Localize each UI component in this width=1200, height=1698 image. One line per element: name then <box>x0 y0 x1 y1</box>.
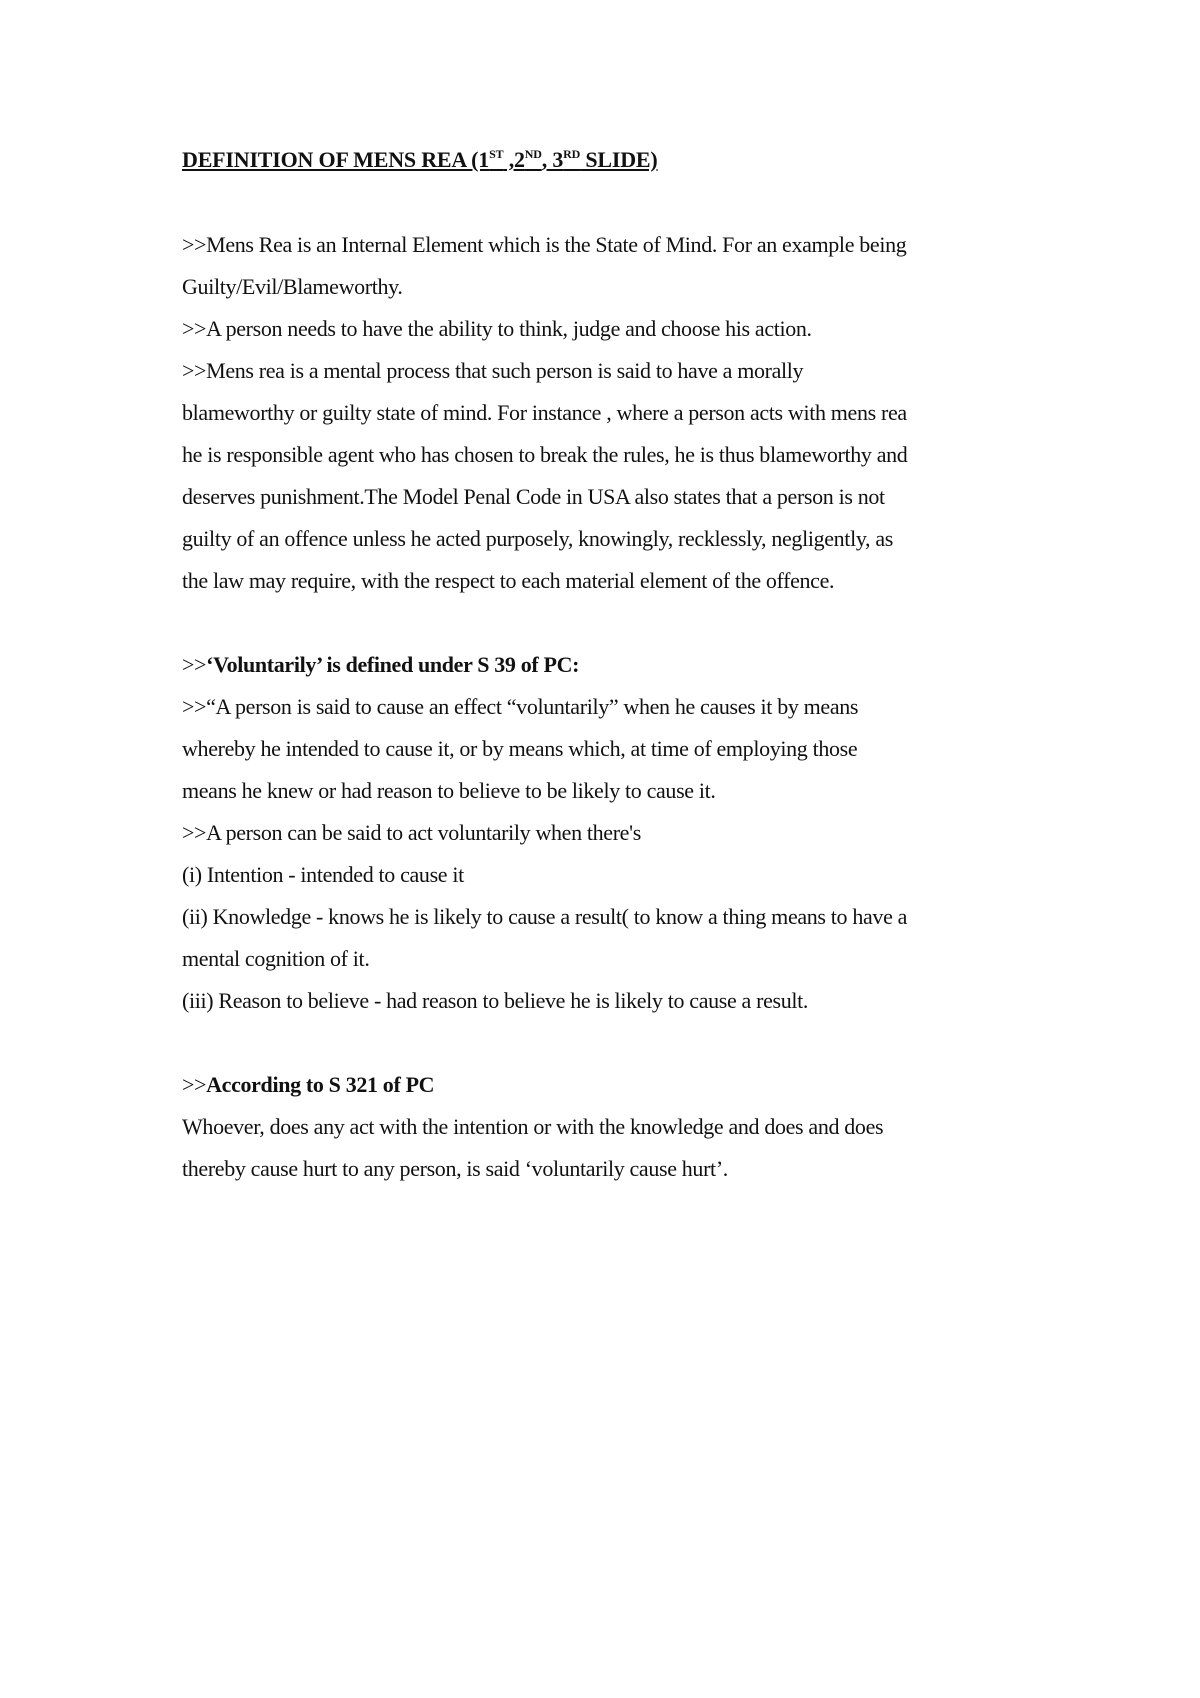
heading-text: According to S 321 of PC <box>206 1072 435 1097</box>
paragraph-line: means he knew or had reason to believe to be likely to cause it. <box>182 778 716 803</box>
title-text-3: , 3 <box>541 147 564 172</box>
paragraph-line: the law may require, with the respect to each material element of the offence. <box>182 568 835 593</box>
title-sup-3: RD <box>563 147 581 161</box>
paragraph-line: blameworthy or guilty state of mind. For instance , where a person acts with mens rea <box>182 400 907 425</box>
paragraph-line: >>“A person is said to cause an effect “voluntarily” when he causes it by means <box>182 694 859 719</box>
paragraph-line: deserves punishment.The Model Penal Code in USA also states that a person is not <box>182 484 885 509</box>
paragraph-line: he is responsible agent who has chosen to break the rules, he is thus blameworthy and <box>182 442 908 467</box>
section-heading-s321 <box>182 1070 434 1100</box>
title-sup-1: ST <box>489 147 504 161</box>
paragraph-line: >>Mens Rea is an Internal Element which is the State of Mind. For an example being <box>182 232 907 257</box>
paragraph-line: >>A person needs to have the ability to think, judge and choose his action. <box>182 316 812 341</box>
document-title <box>182 147 658 173</box>
section-heading-voluntarily <box>182 650 579 680</box>
paragraph-line: >>A person can be said to act voluntarily when there's <box>182 820 641 845</box>
heading-text: ‘Voluntarily’ is defined under S 39 of PC: <box>206 652 580 677</box>
title-sup-2: ND <box>524 147 542 161</box>
list-item: (ii) Knowledge - knows he is likely to cause a result( to know a thing means to have a <box>182 904 908 929</box>
paragraph-line: guilty of an offence unless he acted purposely, knowingly, recklessly, negligently, as <box>182 526 893 551</box>
title-text-2: ,2 <box>503 147 525 172</box>
list-item: (iii) Reason to believe - had reason to believe he is likely to cause a result. <box>182 988 809 1013</box>
title-text-4: SLIDE) <box>580 147 658 172</box>
paragraph-line: Whoever, does any act with the intention or with the knowledge and does and does <box>182 1114 884 1139</box>
list-item: (i) Intention - intended to cause it <box>182 862 464 887</box>
title-text-1: DEFINITION OF MENS REA (1 <box>182 147 490 172</box>
paragraph-line: whereby he intended to cause it, or by means which, at time of employing those <box>182 736 858 761</box>
paragraph-line: Guilty/Evil/Blameworthy. <box>182 274 403 299</box>
paragraph-line: thereby cause hurt to any person, is said ‘voluntarily cause hurt’. <box>182 1156 728 1181</box>
heading-prefix: >> <box>182 1072 207 1097</box>
heading-prefix: >> <box>182 652 207 677</box>
paragraph-line: mental cognition of it. <box>182 946 370 971</box>
paragraph-line: >>Mens rea is a mental process that such person is said to have a morally <box>182 358 804 383</box>
